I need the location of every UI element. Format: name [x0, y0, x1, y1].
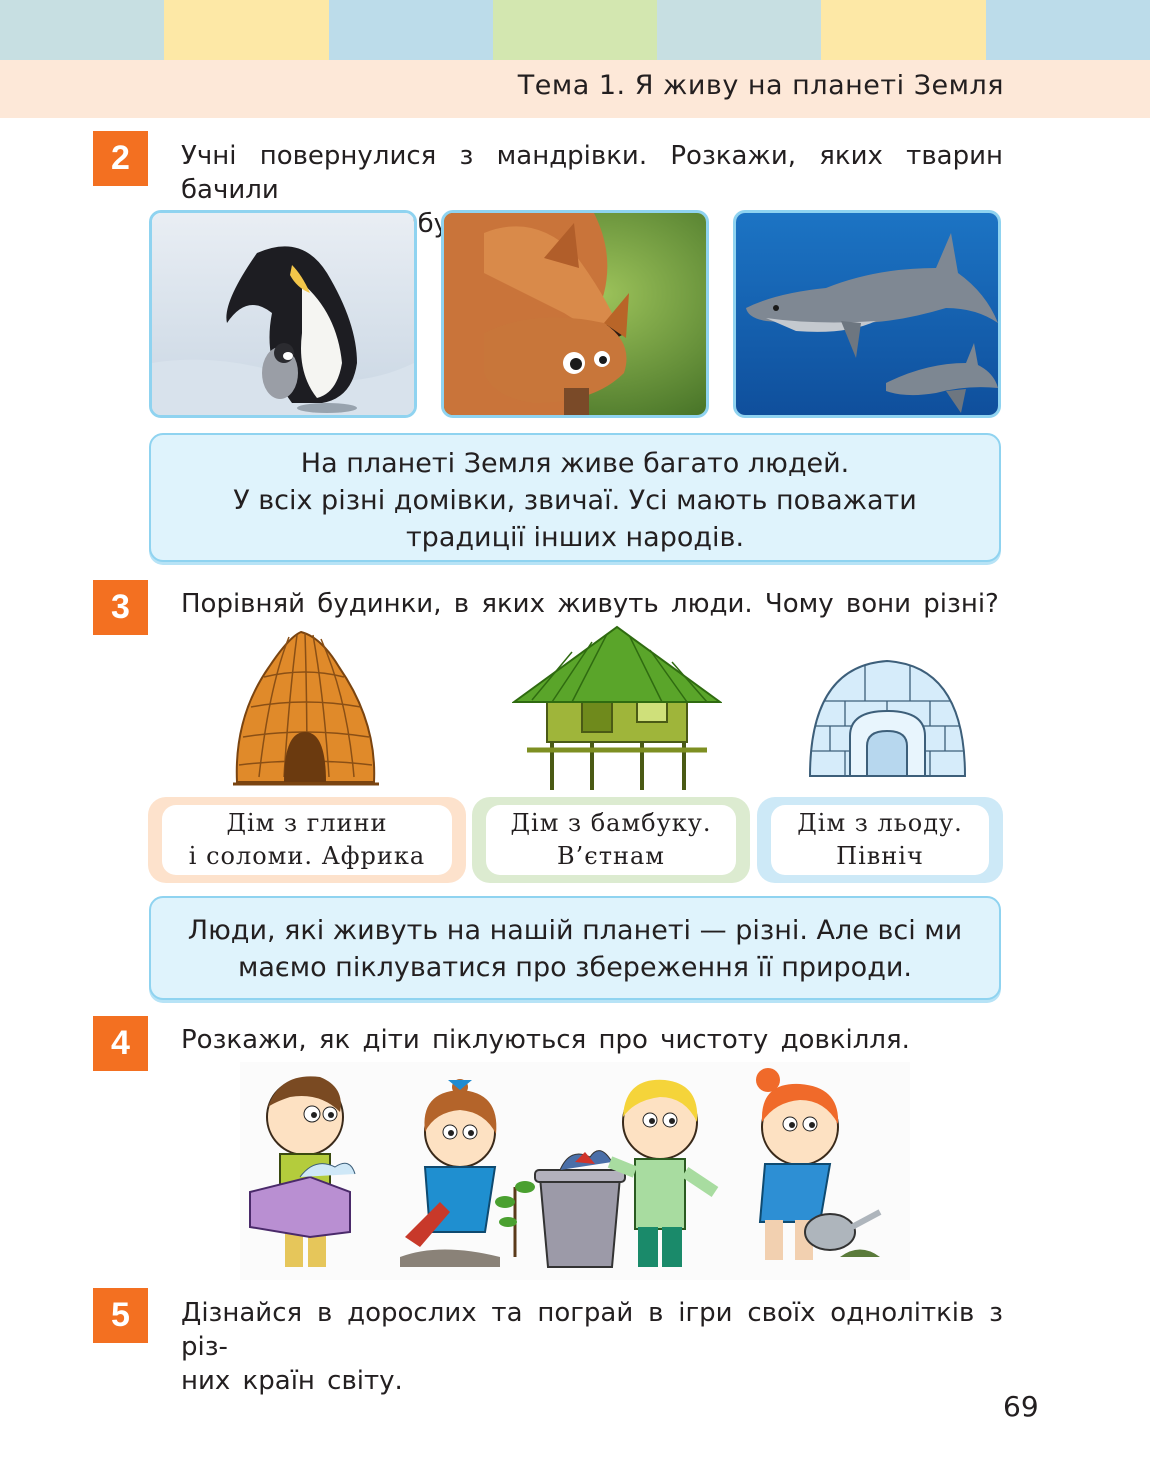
task-number-3: 3 — [93, 580, 148, 635]
bamboo-house-icon — [512, 622, 722, 792]
info-box-people-line1: Люди, які живуть на нашій планеті — різні. Але всі ми — [187, 915, 963, 946]
caption-clay-hut — [148, 797, 466, 883]
task-5-line2: них країн світу. — [181, 1366, 403, 1396]
caption-clay-hut-line2: і соломи. Африка — [188, 842, 426, 870]
page-number: 69 — [1003, 1390, 1039, 1423]
task-4-text: Розкажи, як діти піклуються про чистоту довкілля. — [181, 1025, 910, 1055]
caption-igloo — [757, 797, 1003, 883]
kids-cleaning-illustration — [240, 1062, 910, 1280]
info-box-people — [149, 896, 1001, 1000]
caption-clay-hut-line1: Дім з глини — [226, 809, 388, 837]
task-5-line1: Дізнайся в дорослих та пограй в ігри своїх однолітків з різ- — [181, 1298, 1003, 1362]
info-box-planet-line2: У всіх різні домівки, звичаї. Усі мають поважати — [233, 485, 917, 516]
caption-bamboo-house — [472, 797, 750, 883]
task-3-text: Порівняй будинки, в яких живуть люди. Чому вони різні? — [181, 589, 999, 619]
header-band — [0, 60, 1150, 118]
caption-bamboo-house-line1: Дім з бамбуку. — [510, 809, 712, 837]
caption-igloo-line2: Північ — [836, 842, 924, 870]
info-box-planet-line3: традиції інших народів. — [405, 522, 745, 553]
header-stripes — [0, 0, 1150, 60]
page-title: Тема 1. Я живу на планеті Земля — [517, 70, 1004, 101]
info-box-people-line2: маємо піклуватися про збереження її природи. — [237, 952, 912, 983]
dolphin-photo — [733, 210, 1001, 418]
task-5-text — [181, 1296, 1003, 1398]
clay-hut-icon — [229, 627, 381, 787]
info-box-planet — [149, 433, 1001, 562]
task-number-4: 4 — [93, 1016, 148, 1071]
task-2-line1: Учні повернулися з мандрівки. Розкажи, яких тварин бачили — [181, 141, 1003, 205]
fox-photo — [441, 210, 709, 418]
info-box-planet-line1: На планеті Земля живе багато людей. — [300, 448, 850, 479]
penguin-photo — [149, 210, 417, 418]
task-number-5: 5 — [93, 1288, 148, 1343]
caption-igloo-line1: Дім з льоду. — [797, 809, 963, 837]
igloo-icon — [805, 646, 970, 784]
caption-bamboo-house-line2: В’єтнам — [557, 842, 665, 870]
task-number-2: 2 — [93, 131, 148, 186]
